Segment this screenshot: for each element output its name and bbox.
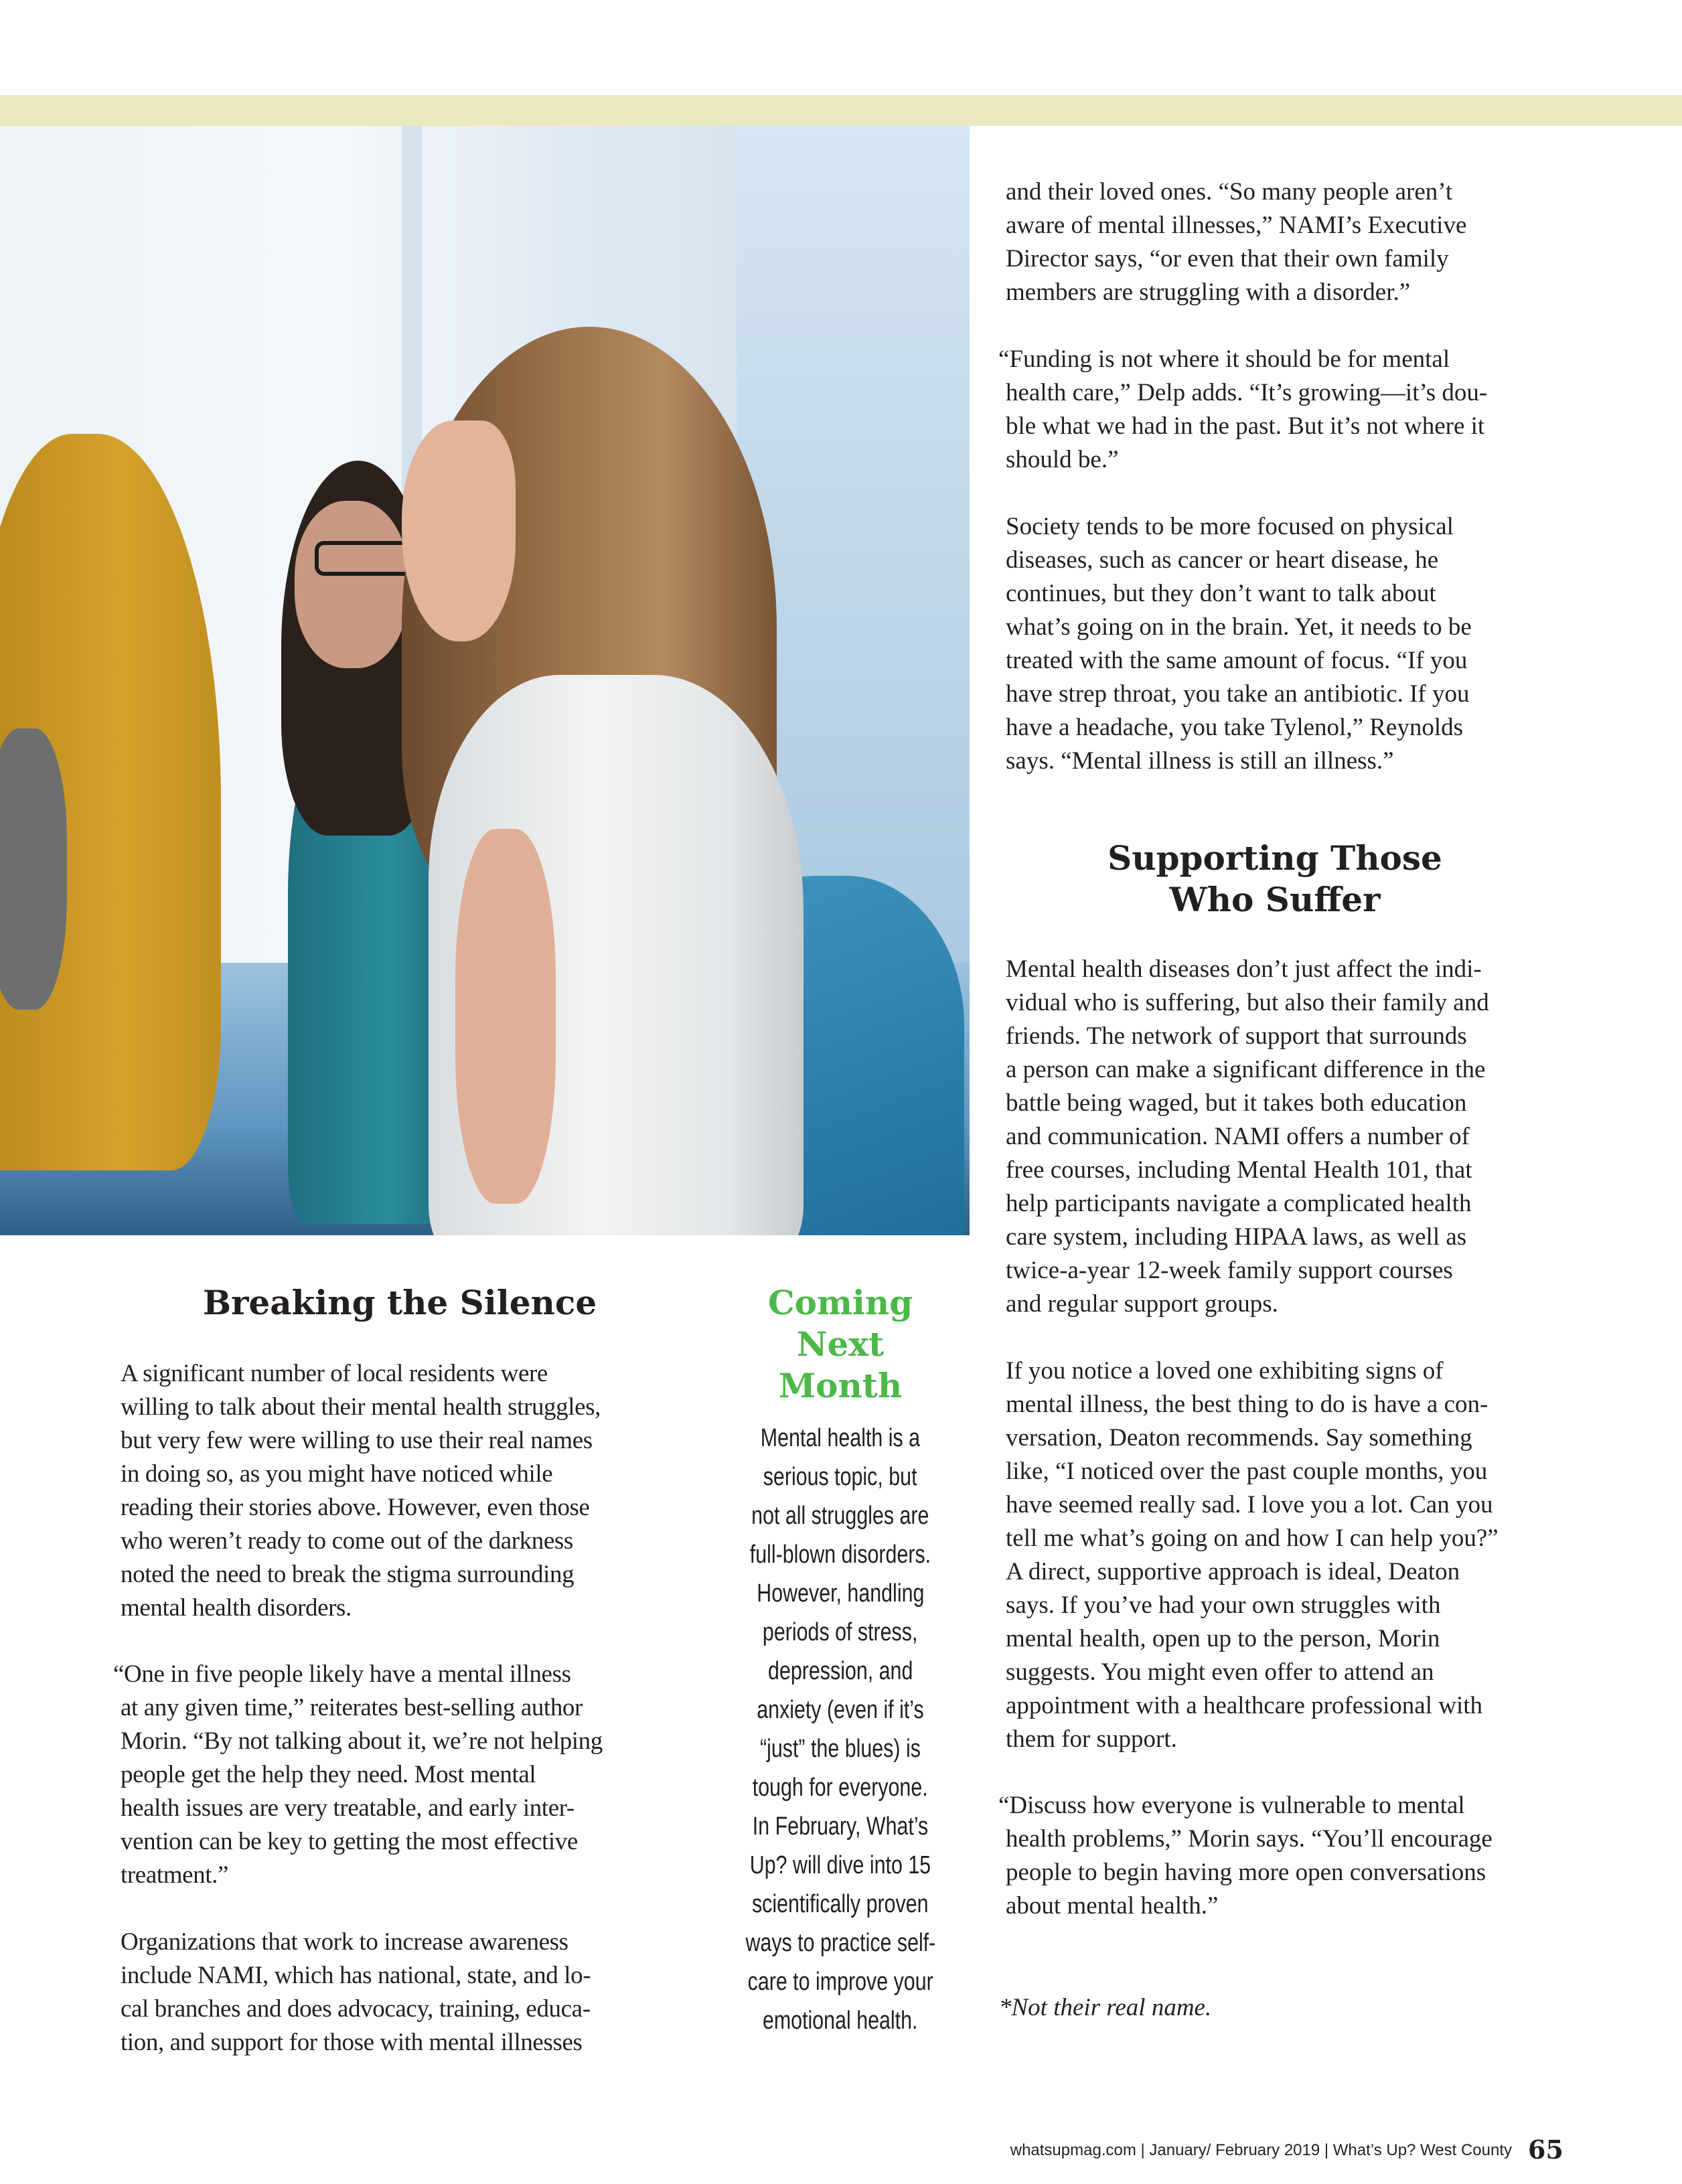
- text-line: serious topic, but: [763, 1463, 917, 1491]
- text-line: people to begin having more open conversations: [1006, 1859, 1486, 1886]
- text-line: Mental health diseases don’t just affect the indi-: [1006, 955, 1482, 983]
- text-line: but very few were willing to use their real names: [121, 1427, 593, 1454]
- text-line: health issues are very treatable, and early inter-: [121, 1794, 575, 1822]
- text-line: full-blown disorders.: [749, 1541, 931, 1569]
- text-line: have strep throat, you take an antibiotic. If you: [1006, 680, 1470, 708]
- text-line: like, “I noticed over the past couple months, you: [1006, 1458, 1488, 1485]
- text-line: says. If you’ve had your own struggles with: [1006, 1591, 1441, 1619]
- text-line: appointment with a healthcare professional with: [1006, 1692, 1483, 1719]
- text-line: mental illness, the best thing to do is have a con-: [1006, 1391, 1488, 1418]
- text-line: help participants navigate a complicated health: [1006, 1190, 1472, 1217]
- text-line: noted the need to break the stigma surrounding: [121, 1561, 575, 1588]
- text-line: versation, Deaton recommends. Say something: [1006, 1424, 1472, 1452]
- right-paragraph-3: [1006, 510, 1472, 778]
- text-line: about mental health.”: [1006, 1892, 1219, 1920]
- text-line: who weren’t ready to come out of the darkness: [121, 1527, 573, 1555]
- text-line: friends. The network of support that surrounds: [1006, 1022, 1467, 1050]
- text-line: them for support.: [1006, 1725, 1177, 1753]
- right-paragraph-2: [998, 343, 1488, 477]
- text-line: tion, and support for those with mental illnesses: [121, 2029, 583, 2056]
- text-line: If you notice a loved one exhibiting signs of: [1006, 1357, 1444, 1385]
- text-line: continues, but they don’t want to talk about: [1006, 580, 1436, 607]
- right-paragraph-6: [998, 1789, 1493, 1923]
- text-line: what’s going on in the brain. Yet, it needs to be: [1006, 613, 1472, 641]
- text-line: However, handling: [756, 1579, 925, 1608]
- text-line: emotional health.: [763, 2007, 918, 2035]
- text-line: depression, and: [767, 1657, 913, 1685]
- text-line: health problems,” Morin says. “You’ll encourage: [1006, 1825, 1493, 1853]
- text-line: reading their stories above. However, even those: [121, 1494, 590, 1521]
- page-number: 65: [1528, 2134, 1563, 2165]
- text-line: anxiety (even if it’s: [757, 1696, 924, 1724]
- text-line: diseases, such as cancer or heart disease, he: [1006, 546, 1439, 574]
- text-line: tell me what’s going on and how I can help you?”: [1006, 1525, 1499, 1552]
- text-line: should be.”: [1006, 446, 1119, 473]
- text-line: treatment.”: [121, 1861, 228, 1889]
- text-line: vidual who is suffering, but also their family and: [1006, 989, 1489, 1016]
- left-paragraph-3: [121, 1926, 591, 2059]
- text-line: have seemed really sad. I love you a lot. Can you: [1006, 1491, 1493, 1518]
- text-line: Morin. “By not talking about it, we’re not helping: [121, 1727, 603, 1755]
- text-line: ble what we had in the past. But it’s not where it: [1006, 412, 1485, 440]
- coming-next-month-body: [720, 1419, 961, 2040]
- text-line: “One in five people likely have a mental illness: [113, 1660, 571, 1688]
- text-line: “just” the blues) is: [760, 1735, 921, 1763]
- text-line: care to improve your: [747, 1968, 933, 1996]
- text-line: and regular support groups.: [1006, 1290, 1278, 1318]
- text-line: suggests. You might even offer to attend an: [1006, 1658, 1434, 1686]
- text-line: Organizations that work to increase awareness: [121, 1928, 568, 1956]
- footer-text: whatsupmag.com | January/ February 2019 | What’s Up? West County: [1010, 2141, 1512, 2159]
- text-line: vention can be key to getting the most effective: [121, 1828, 578, 1855]
- text-line: willing to talk about their mental health struggles,: [121, 1393, 601, 1421]
- text-line: mental health, open up to the person, Morin: [1006, 1625, 1440, 1652]
- text-line: tough for everyone.: [753, 1774, 928, 1802]
- breaking-silence-heading-text: Breaking the Silence: [202, 1283, 597, 1322]
- text-line: at any given time,” reiterates best-selling author: [121, 1694, 583, 1721]
- text-line: cal branches and does advocacy, training, educa-: [121, 1995, 591, 2023]
- left-paragraph-1: [121, 1357, 601, 1625]
- text-line: twice-a-year 12-week family support courses: [1006, 1257, 1453, 1284]
- header-color-band: [0, 95, 1682, 126]
- text-line: Supporting Those: [1107, 838, 1442, 878]
- text-line: scientifically proven: [752, 1890, 929, 1918]
- text-line: health care,” Delp adds. “It’s growing—it’s dou-: [1006, 379, 1488, 406]
- footnote: *Not their real name.: [999, 1994, 1212, 2021]
- text-line: Next: [796, 1324, 885, 1364]
- text-line: include NAMI, which has national, state, and lo-: [121, 1962, 591, 1989]
- text-line: In February, What’s: [752, 1812, 929, 1841]
- text-line: Director says, “or even that their own family: [1006, 245, 1449, 272]
- text-line: people get the help they need. Most mental: [121, 1761, 536, 1788]
- text-line: and their loved ones. “So many people aren’t: [1006, 178, 1453, 206]
- text-line: mental health disorders.: [121, 1594, 352, 1622]
- text-line: A direct, supportive approach is ideal, Deaton: [1006, 1558, 1460, 1585]
- text-line: Coming: [767, 1283, 913, 1322]
- article-photo: [0, 126, 970, 1235]
- text-line: care system, including HIPAA laws, as well as: [1006, 1223, 1467, 1251]
- text-line: ways to practice self-: [745, 1929, 935, 1957]
- text-line: not all struggles are: [751, 1502, 929, 1530]
- supporting-those-heading: [1007, 838, 1543, 921]
- right-paragraph-1: [1006, 175, 1466, 309]
- right-paragraph-5: [1006, 1354, 1499, 1756]
- text-line: and communication. NAMI offers a number of: [1006, 1123, 1470, 1150]
- text-line: in doing so, as you might have noticed while: [121, 1460, 553, 1488]
- text-line: A significant number of local residents were: [121, 1360, 548, 1387]
- text-line: periods of stress,: [763, 1618, 918, 1646]
- text-line: “Funding is not where it should be for mental: [998, 345, 1450, 373]
- text-line: treated with the same amount of focus. “If you: [1006, 647, 1468, 674]
- text-line: Up? will dive into 15: [749, 1851, 931, 1879]
- text-line: Society tends to be more focused on physical: [1006, 513, 1454, 540]
- coming-next-month-heading: [723, 1282, 958, 1407]
- text-line: “Discuss how everyone is vulnerable to mental: [998, 1792, 1465, 1819]
- text-line: free courses, including Mental Health 101, that: [1006, 1156, 1472, 1184]
- right-paragraph-4: [1006, 953, 1489, 1321]
- text-line: Mental health is a: [760, 1424, 921, 1452]
- text-line: aware of mental illnesses,” NAMI’s Executive: [1006, 212, 1467, 239]
- text-line: have a headache, you take Tylenol,” Reynolds: [1006, 714, 1464, 741]
- text-line: says. “Mental illness is still an illness.”: [1006, 747, 1394, 775]
- left-paragraph-2: [113, 1658, 603, 1892]
- text-line: Month: [778, 1366, 903, 1405]
- text-line: a person can make a significant difference in the: [1006, 1056, 1486, 1083]
- text-line: battle being waged, but it takes both education: [1006, 1089, 1467, 1117]
- text-line: members are struggling with a disorder.”: [1006, 279, 1411, 306]
- breaking-silence-heading: [132, 1282, 668, 1324]
- text-line: Who Suffer: [1169, 880, 1381, 919]
